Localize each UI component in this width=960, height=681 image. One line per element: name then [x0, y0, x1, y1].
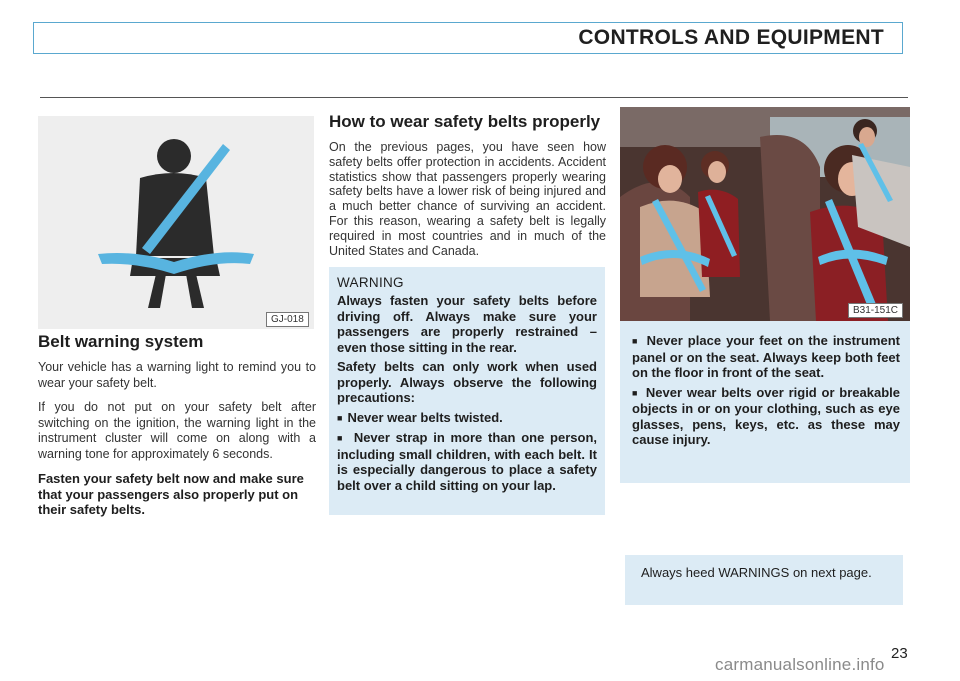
precaution-bullet: ■ Never wear belts over rigid or breakable objects in or on your clothing, such as eye glasses, pens, keys, etc. as these may cause injury.: [632, 385, 900, 448]
passengers-image-icon: [620, 107, 910, 321]
belt-warning-heading: Belt warning system: [38, 332, 204, 351]
bold-paragraph: Fasten your safety belt now and make sure that your passengers also properly put on their safety belts.: [38, 471, 304, 517]
warning-paragraph: Safety belts can only work when used properly. Always observe the following precautions:: [337, 359, 597, 405]
paragraph: If you do not put on your safety belt after switching on the ignition, the warning light in the instrument cluster will come on along with a warning tone for approximately 6 seconds.: [38, 400, 316, 461]
figure-code: GJ-018: [266, 312, 309, 327]
paragraph: Your vehicle has a warning light to remind you to wear your safety belt.: [38, 360, 316, 390]
how-to-wear-heading: How to wear safety belts properly: [329, 112, 601, 131]
header-rule: [40, 97, 908, 98]
warning-paragraph: Always fasten your safety belts before driving off. Always make sure your passengers are properly restrained – even those sitting in the rear.: [337, 293, 597, 355]
heed-warnings-box: [625, 555, 903, 605]
warning-bullet: ■ Never strap in more than one person, including small children, with each belt. It is especially dangerous to place a safety belt over a child sitting on your lap.: [337, 430, 597, 493]
passengers-photo: [620, 107, 910, 321]
header-frame: [33, 22, 903, 54]
right-bullets-box: [620, 321, 910, 483]
paragraph: On the previous pages, you have seen how safety belts offer protection in accidents. Accident statistics show that passengers properly wearing safety belts have a lower risk of being injured and a much better chance of surviving an accident. For this reason, wearing a safety belt is legally required in most countries and in much of the United States and Canada.: [329, 140, 606, 258]
left-column: [38, 332, 316, 518]
warning-bullet: ■ Never wear belts twisted.: [337, 410, 597, 427]
belt-warning-illustration: [38, 116, 314, 329]
figure-code: B31-151C: [848, 303, 903, 318]
warning-box: [329, 267, 605, 515]
warning-title: WARNING: [337, 275, 404, 290]
section-title: CONTROLS AND EQUIPMENT: [574, 26, 888, 50]
precaution-bullet: ■ Never place your feet on the instrument panel or on the seat. Always keep both feet on the floor in front of the seat.: [632, 333, 900, 381]
watermark: carmanualsonline.info: [715, 655, 885, 674]
seatbelt-person-icon: [38, 116, 314, 329]
heed-warnings-note: Always heed WARNINGS on next page.: [641, 565, 872, 580]
page-number: 23: [891, 645, 908, 662]
middle-column: [329, 112, 606, 267]
